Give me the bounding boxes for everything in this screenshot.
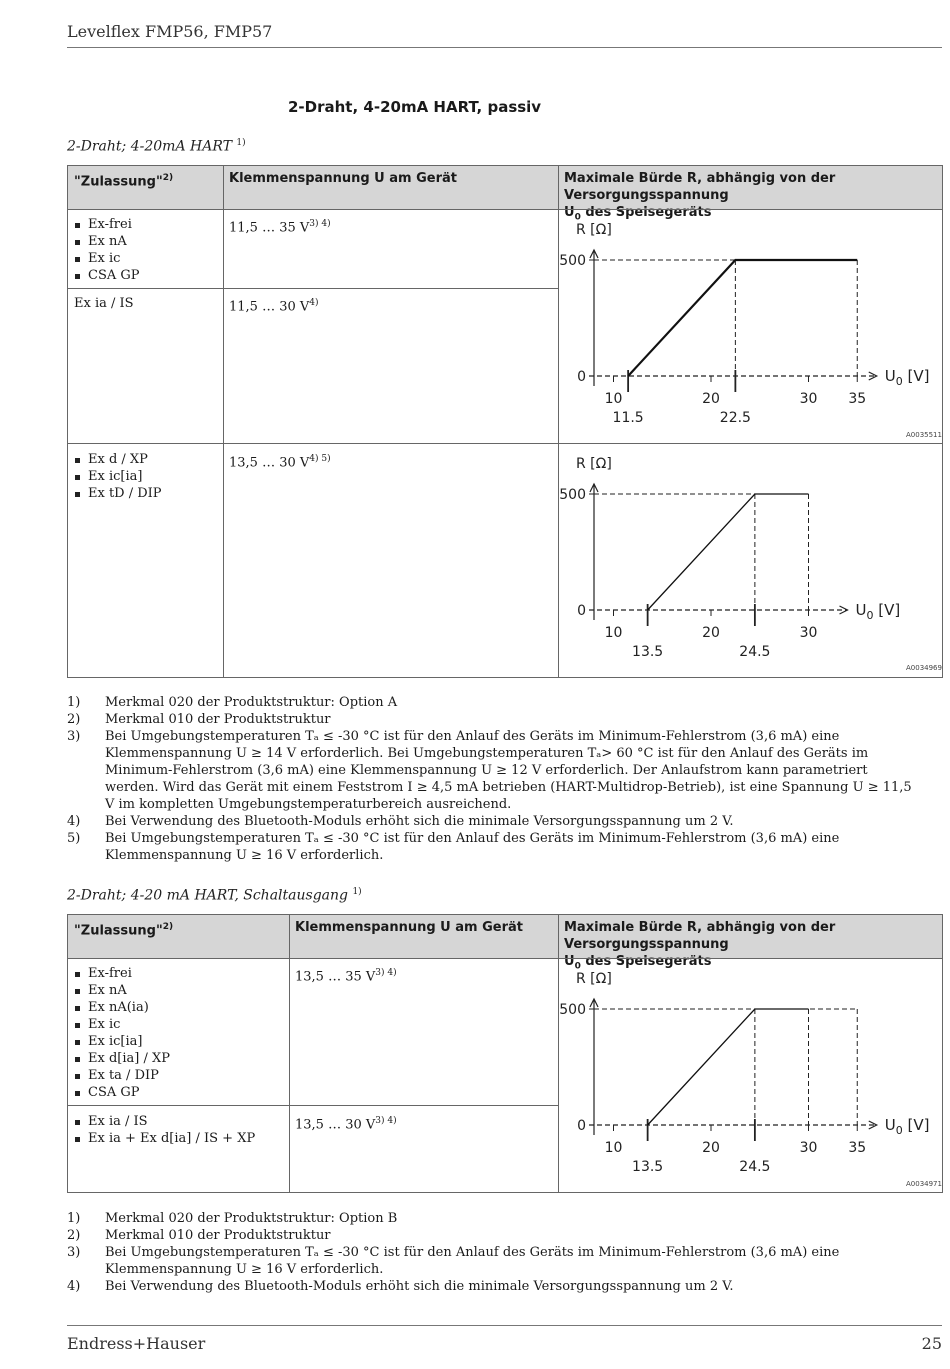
x-mark-label: 22.5: [719, 410, 751, 426]
table2-row1-voltage: [289, 961, 558, 989]
y-tick-label: 0: [577, 369, 586, 385]
table1-row3-approvals: [68, 447, 223, 506]
table2-row2-approvals: [68, 1109, 289, 1151]
y-tick-label: 500: [559, 253, 586, 269]
load-curve: [648, 1009, 809, 1125]
table1-col-rule-1: [223, 166, 224, 677]
table1-caption-text: 2-Draht; 4-20mA HART: [67, 138, 232, 155]
table2-caption-text: 2-Draht; 4-20 mA HART, Schaltausgang: [67, 887, 348, 904]
x-tick-label: 10: [604, 1140, 623, 1156]
table2-row1-approvals: [68, 961, 289, 1105]
header-u: U: [564, 954, 575, 969]
table1-header-approval: [68, 166, 223, 210]
footer-brand: Endress+Hauser: [67, 1334, 206, 1353]
table2-header-approval: [68, 915, 289, 959]
footnotes-table2: [67, 1210, 925, 1295]
page-number: 25: [921, 1334, 942, 1353]
footnote-text: Bei Verwendung des Bluetooth-Moduls erhöht sich die minimale Versorgungsspannung um 2 V.: [105, 1279, 734, 1294]
approval-item: Ex-frei: [74, 965, 283, 982]
x-tick-label: 30: [799, 625, 818, 641]
voltage-value: 13,5 … 35 V: [295, 969, 376, 985]
footnote-text: Bei Umgebungstemperaturen Tₐ ≤ -30 °C ist für den Anlauf des Geräts im Minimum-Fehlerstrom (3,6 mA) eine Klemmenspannung U ≥ 16 V erforderlich.: [105, 1245, 840, 1277]
footnote: [67, 711, 925, 728]
header-u-sub: 0: [574, 961, 581, 972]
voltage-notes: 3) 4): [375, 968, 397, 978]
footer-divider: [67, 1325, 942, 1326]
header-supply-text: des Speisegeräts: [580, 205, 712, 220]
voltage-notes: 3) 4): [309, 219, 331, 229]
footnote: [67, 1210, 925, 1227]
table1-header-voltage: Klemmenspannung U am Gerät: [223, 166, 558, 210]
voltage-value: 13,5 … 30 V: [229, 455, 310, 471]
voltage-notes: 4): [309, 298, 319, 308]
footnote: [67, 830, 925, 864]
voltage-value: 11,5 … 35 V: [229, 220, 310, 236]
x-axis-label: $U_0$ [V]: [884, 367, 930, 388]
table2-row-rule-1: [68, 1105, 558, 1106]
table2-header-load-line1: Maximale Bürde R, abhängig von der Versorgungsspannung: [564, 920, 836, 952]
footnote: [67, 1278, 925, 1295]
x-mark-label: 13.5: [632, 644, 664, 660]
footnote-text: Bei Umgebungstemperaturen Tₐ ≤ -30 °C ist für den Anlauf des Geräts im Minimum-Fehlerstrom (3,6 mA) eine Klemmenspannung U ≥ 16 V erforderlich.: [105, 831, 840, 863]
footnote-text: Bei Verwendung des Bluetooth-Moduls erhöht sich die minimale Versorgungsspannung um 2 V.: [105, 814, 734, 829]
approval-item: Ex ic[ia]: [74, 468, 217, 485]
footnote-number: 5): [67, 831, 81, 846]
figure-id: A0034969: [906, 664, 942, 672]
table2-col-rule-1: [289, 915, 290, 1192]
table1-header-load-line1: Maximale Bürde R, abhängig von der Versorgungsspannung: [564, 171, 836, 203]
y-tick-label: 0: [577, 1118, 586, 1134]
table1-row2-approvals: Ex ia / IS: [74, 296, 134, 311]
approval-item: Ex nA(ia): [74, 999, 283, 1016]
load-diagram-3: [559, 959, 941, 1191]
approval-item: Ex ia + Ex d[ia] / IS + XP: [74, 1130, 283, 1147]
table1-row2-voltage: [223, 291, 558, 319]
table1-row3-voltage: [223, 447, 558, 475]
x-axis-label: $U_0$ [V]: [855, 601, 901, 622]
footnote-text: Merkmal 010 der Produktstruktur: [105, 1228, 331, 1243]
table2-header-voltage: Klemmenspannung U am Gerät: [289, 915, 558, 959]
x-tick-label: 20: [702, 391, 720, 407]
header-divider: [67, 47, 942, 48]
load-curve: [648, 494, 809, 610]
footnote-number: 4): [67, 814, 81, 829]
y-axis-label: R [Ω]: [576, 971, 612, 987]
approval-item: Ex ic: [74, 250, 217, 267]
table2-header-approval-note: 2): [162, 922, 174, 932]
document-header-title: Levelflex FMP56, FMP57: [67, 22, 273, 41]
approval-item: Ex-frei: [74, 216, 217, 233]
footnote-text: Merkmal 020 der Produktstruktur: Option A: [105, 695, 398, 710]
footnote-number: 2): [67, 1228, 81, 1243]
voltage-notes: 4) 5): [309, 454, 331, 464]
approval-item: Ex ic[ia]: [74, 1033, 283, 1050]
x-mark-label: 24.5: [739, 1159, 771, 1175]
approval-item: Ex ic: [74, 1016, 283, 1033]
x-tick-label: 10: [604, 391, 623, 407]
y-tick-label: 500: [559, 487, 586, 503]
x-mark-label: 11.5: [612, 410, 644, 426]
voltage-value: 11,5 … 30 V: [229, 299, 310, 315]
footnote: [67, 1227, 925, 1244]
x-tick-label: 10: [604, 625, 623, 641]
figure-id: A0035511: [906, 431, 942, 439]
header-supply-text: des Speisegeräts: [580, 954, 712, 969]
approval-item: CSA GP: [74, 1084, 283, 1101]
load-diagram-1: [559, 210, 941, 442]
approval-item: Ex ia / IS: [74, 1113, 283, 1130]
footnote-text: Merkmal 020 der Produktstruktur: Option B: [105, 1211, 398, 1226]
footnotes-table1: [67, 694, 925, 864]
table1-header-approval-note: 2): [162, 173, 174, 183]
table2-header-load: [558, 915, 942, 972]
y-tick-label: 500: [559, 1002, 586, 1018]
y-axis-label: R [Ω]: [576, 222, 612, 238]
load-diagram-2: [559, 444, 941, 676]
x-tick-label: 30: [799, 391, 818, 407]
footnote: [67, 1244, 925, 1278]
table2-caption: [67, 887, 362, 904]
voltage-notes: 3) 4): [375, 1116, 397, 1126]
y-axis-label: R [Ω]: [576, 456, 612, 472]
table1: [67, 165, 943, 678]
approval-item: Ex nA: [74, 233, 217, 250]
approval-item: CSA GP: [74, 267, 217, 284]
table1-row1-approvals: [68, 212, 223, 288]
table1-row-rule-1: [68, 288, 558, 289]
table1-header-approval-text: "Zulassung": [74, 174, 163, 190]
voltage-value: 13,5 … 30 V: [295, 1117, 376, 1133]
footnote-text: Bei Umgebungstemperaturen Tₐ ≤ -30 °C ist für den Anlauf des Geräts im Minimum-Fehlerstrom (3,6 mA) eine Klemmenspannung U ≥ 14 V erforderlich. Bei Umgebungstemperaturen Tₐ> 60 °C ist für den Anlauf des Geräts im Minimum-Fehlerstrom (3,6 mA) eine Klemmenspannung U ≥ 12 V erforderlich. Der Anlaufstrom kann parametriert werden. Wird das Gerät mit einem Feststrom I ≥ 4,5 mA betrieben (HART-Multidrop-Betrieb), ist eine Spannung U ≥ 11,5 V im kompletten Umgebungstemperaturbereich ausreichend.: [105, 729, 912, 812]
table2-header-approval-text: "Zulassung": [74, 923, 163, 939]
footnote-number: 1): [67, 1211, 81, 1226]
approval-item: Ex ta / DIP: [74, 1067, 283, 1084]
header-u: U: [564, 205, 575, 220]
footnote-number: 1): [67, 695, 81, 710]
table2-caption-note: 1): [352, 887, 362, 897]
x-tick-label: 35: [848, 1140, 867, 1156]
footnote-number: 3): [67, 1245, 81, 1260]
table2: [67, 914, 943, 1193]
x-tick-label: 35: [848, 391, 867, 407]
x-tick-label: 20: [702, 625, 720, 641]
figure-id: A0034971: [906, 1180, 942, 1188]
section-heading: 2-Draht, 4-20mA HART, passiv: [288, 98, 542, 116]
table1-header-load: [558, 166, 942, 223]
footnote-number: 2): [67, 712, 81, 727]
y-tick-label: 0: [577, 603, 586, 619]
x-tick-label: 30: [799, 1140, 818, 1156]
approval-item: Ex d / XP: [74, 451, 217, 468]
footnote: [67, 728, 925, 813]
approval-item: Ex tD / DIP: [74, 485, 217, 502]
footnote-text: Merkmal 010 der Produktstruktur: [105, 712, 331, 727]
footnote: [67, 813, 925, 830]
table1-caption-note: 1): [236, 138, 246, 148]
footnote-number: 3): [67, 729, 81, 744]
table2-row2-voltage: [289, 1109, 558, 1137]
x-mark-label: 24.5: [739, 644, 771, 660]
table1-caption: [67, 138, 246, 155]
load-curve: [628, 260, 857, 376]
approval-item: Ex d[ia] / XP: [74, 1050, 283, 1067]
header-u-sub: 0: [574, 212, 581, 223]
table1-row1-voltage: [223, 212, 558, 240]
x-tick-label: 20: [702, 1140, 720, 1156]
footnote: [67, 694, 925, 711]
x-axis-label: $U_0$ [V]: [884, 1116, 930, 1137]
footnote-number: 4): [67, 1279, 81, 1294]
x-mark-label: 13.5: [632, 1159, 664, 1175]
approval-item: Ex nA: [74, 982, 283, 999]
